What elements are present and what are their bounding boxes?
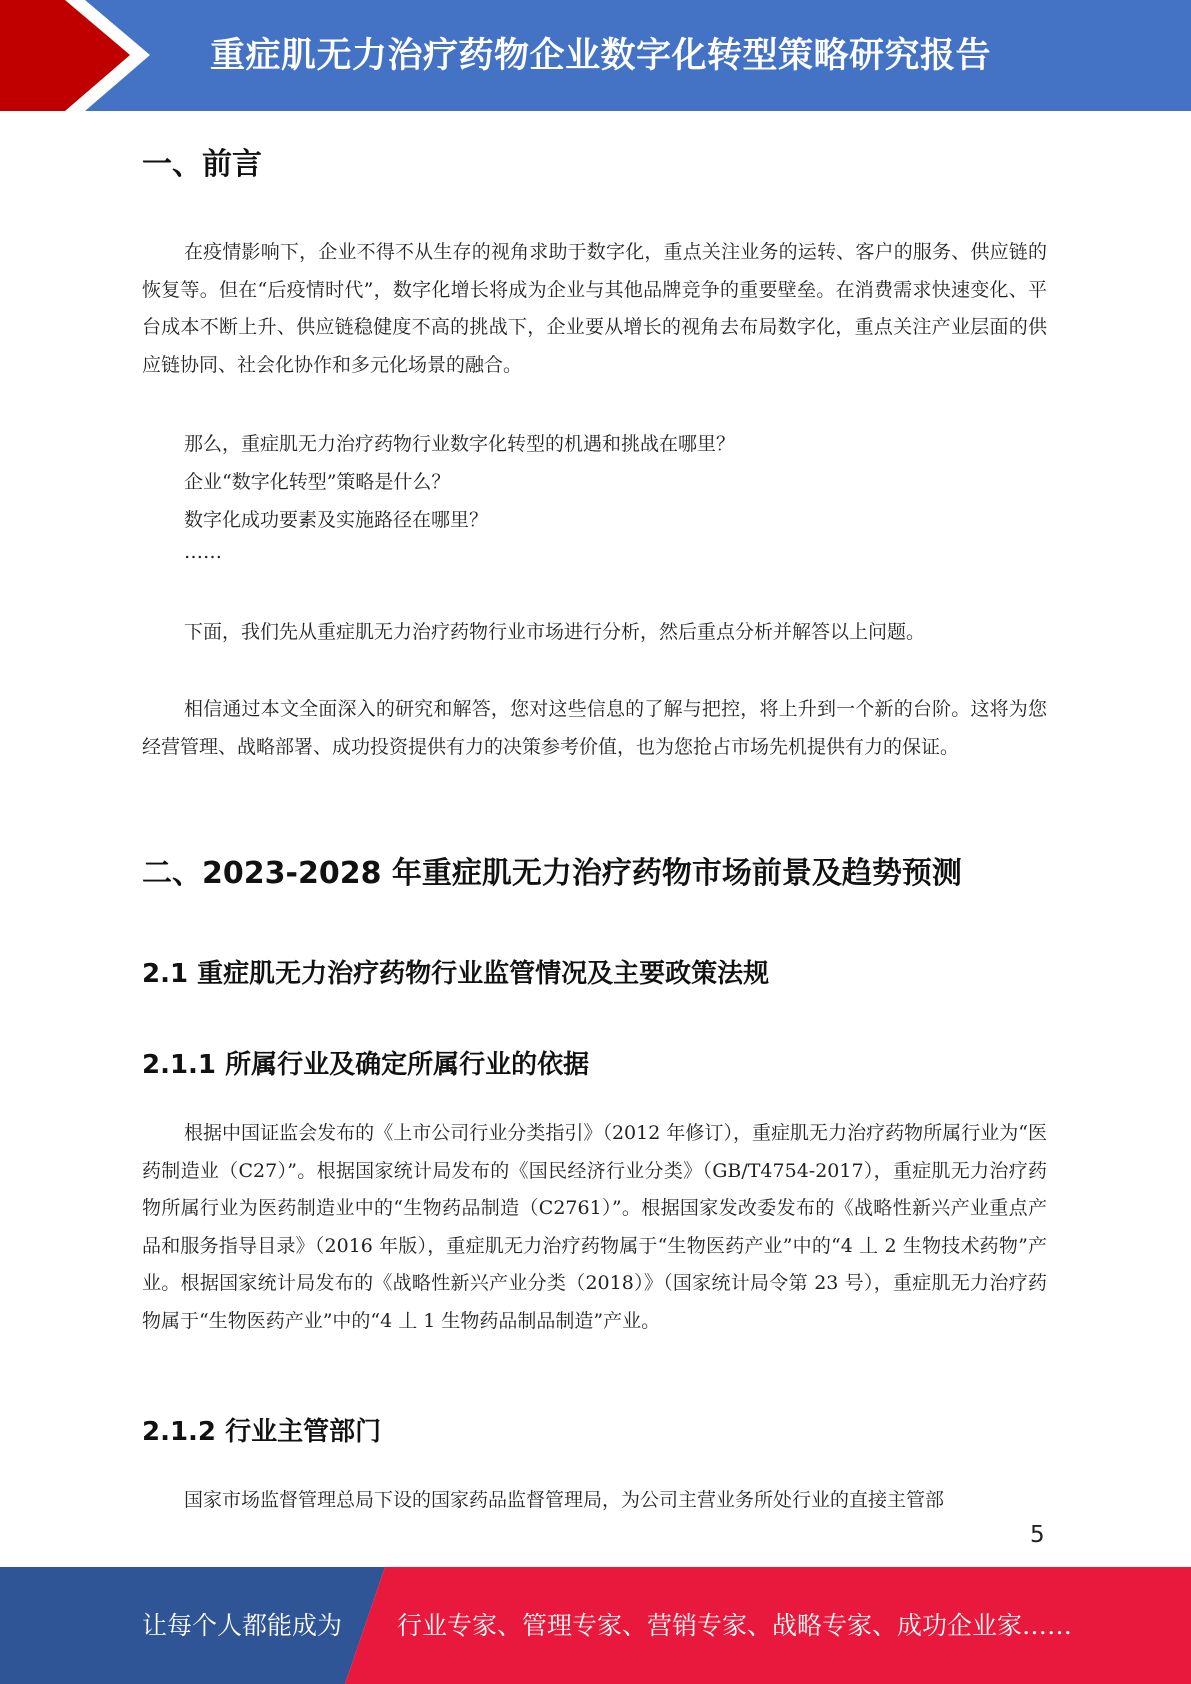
regulator-paragraph: 国家市场监督管理总局下设的国家药品监督管理局，为公司主营业务所处行业的直接主管部 [184, 1489, 945, 1511]
page-number: 5 [1030, 1522, 1045, 1548]
page-header [0, 0, 1191, 111]
footer-slogan-right: 行业专家、管理专家、营销专家、战略专家、成功企业家…… [397, 1611, 1073, 1640]
report-title: 重症肌无力治疗药物企业数字化转型策略研究报告 [210, 36, 992, 76]
ellipsis-line: …… [184, 541, 222, 563]
section-heading-preface: 一、前言 [142, 147, 262, 182]
page-footer [0, 1567, 1191, 1684]
subsection-heading-2-1-1: 2.1.1 所属行业及确定所属行业的依据 [142, 1050, 590, 1080]
preface-paragraph-1: 在疫情影响下，企业不得不从生存的视角求助于数字化，重点关注业务的运转、客户的服务、供应链的恢复等。但在“后疫情时代”，数字化增长将成为企业与其他品牌竞争的重要壁垒。在消费需求快速变化、平台成本不断上升、供应链稳健度不高的挑战下，企业要从增长的视角去布局数字化，重点关注产业层面的供应链协同、社会化协作和多元化场景的融合。 [142, 241, 1047, 376]
question-line: 数字化成功要素及实施路径在哪里？ [184, 509, 489, 531]
industry-classification-paragraph: 根据中国证监会发布的《上市公司行业分类指引》（2012 年修订），重症肌无力治疗药物所属行业为“医药制造业（C27）”。根据国家统计局发布的《国民经济行业分类》（GB/T4754-2017），重症肌无力治疗药物所属行业为医药制造业中的“生物药品制造（C2761）”。根据国家发改委发布的《战略性新兴产业重点产品和服务指导目录》（2016 年版），重症肌无力治疗药物属于“生物医药产业”中的“4 丄 2 生物技术药物”产业。根据国家统计局发布的《战略性新兴产业分类（2018）》（国家统计局令第 23 号），重症肌无力治疗药物属于“生物医药产业”中的“4 丄 1 生物药品制品制造”产业。 [142, 1122, 1047, 1332]
preface-paragraph-3: 相信通过本文全面深入的研究和解答，您对这些信息的了解与把控，将上升到一个新的台阶。这将为您经营管理、战略部署、成功投资提供有力的决策参考价值，也为您抢占市场先机提供有力的保证。 [142, 698, 1047, 758]
preface-paragraph-2: 下面，我们先从重症肌无力治疗药物行业市场进行分析，然后重点分析并解答以上问题。 [184, 621, 926, 643]
footer-slogan-left: 让每个人都能成为 [142, 1611, 343, 1640]
subsection-heading-2-1: 2.1 重症肌无力治疗药物行业监管情况及主要政策法规 [142, 959, 770, 989]
subsection-heading-2-1-2: 2.1.2 行业主管部门 [142, 1417, 382, 1447]
question-line: 那么，重症肌无力治疗药物行业数字化转型的机遇和挑战在哪里？ [184, 433, 736, 455]
section-heading-forecast: 二、2023-2028 年重症肌无力治疗药物市场前景及趋势预测 [142, 856, 962, 891]
question-line: 企业“数字化转型”策略是什么？ [184, 471, 451, 493]
